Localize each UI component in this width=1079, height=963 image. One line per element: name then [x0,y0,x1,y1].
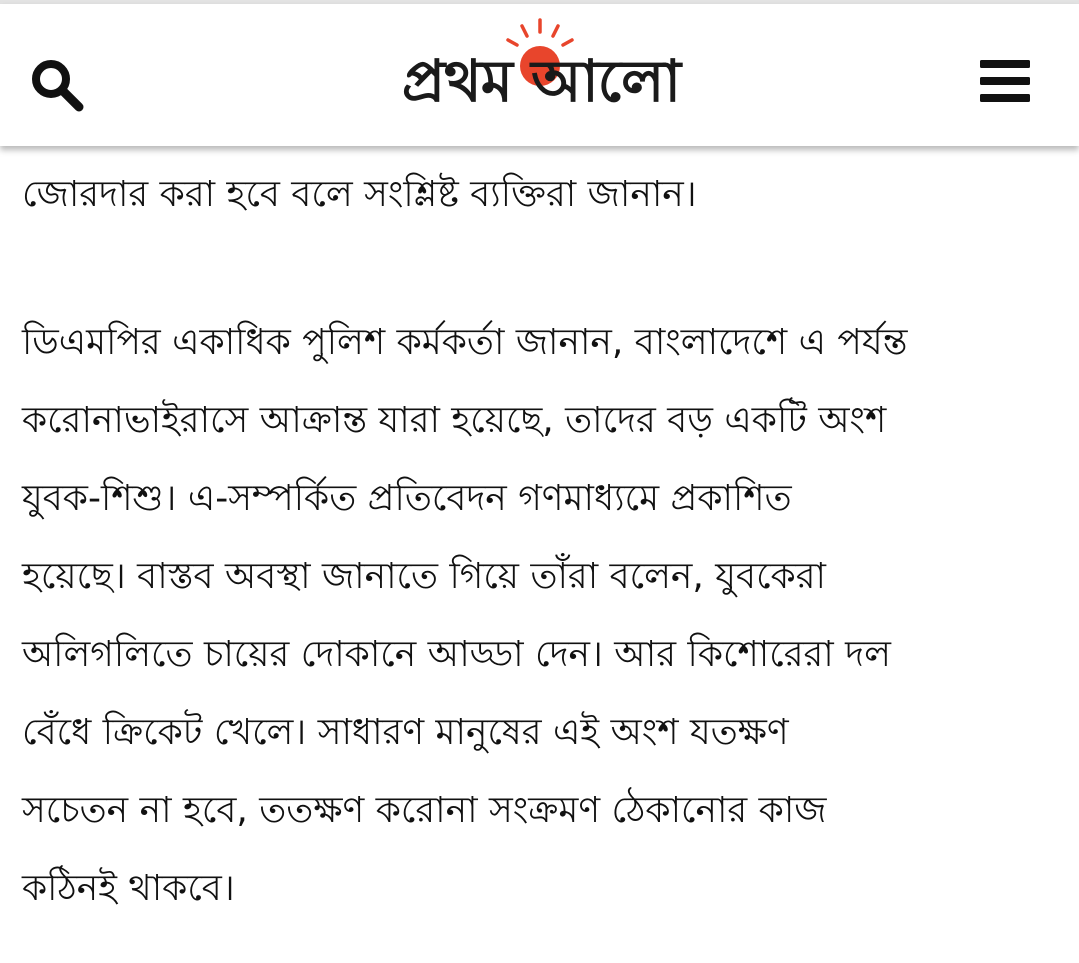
site-header [0,4,1079,146]
article-line: জোরদার করা হবে বলে সংশ্লিষ্ট ব্যক্তিরা জানান। [22,174,697,215]
article-body [22,156,1062,928]
paragraph-spacer [22,234,1062,304]
article-line: ডিএমপির একাধিক পুলিশ কর্মকর্তা জানান, বাংলাদেশে এ পর্যন্ত [22,322,908,363]
search-icon [26,54,86,114]
article-line: যুবক-শিশু। এ-সম্পর্কিত প্রতিবেদন গণমাধ্যমে প্রকাশিত [22,478,792,519]
search-button[interactable] [26,54,86,114]
article-paragraph-2 [22,304,1062,928]
article-line: করোনাভাইরাসে আক্রান্ত যারা হয়েছে, তাদের বড় একটি অংশ [22,400,887,441]
article-line: সচেতন না হবে, ততক্ষণ করোনা সংক্রমণ ঠেকানোর কাজ [22,790,827,831]
article-line: কঠিনই থাকবে। [22,868,235,909]
article-line: অলিগলিতে চায়ের দোকানে আড্ডা দেন। আর কিশোরেরা দল [22,634,891,675]
article-line: হয়েছে। বাস্তব অবস্থা জানাতে গিয়ে তাঁরা বলেন, যুবকেরা [22,556,826,597]
site-logo[interactable] [326,10,756,126]
menu-button[interactable] [976,56,1034,110]
logo-wordmark: প্রথম আলো [401,47,681,115]
article-line: বেঁধে ক্রিকেট খেলে। সাধারণ মানুষের এই অংশ যতক্ষণ [22,712,789,753]
article-paragraph-1 [22,156,1062,234]
hamburger-menu-icon [976,56,1034,110]
